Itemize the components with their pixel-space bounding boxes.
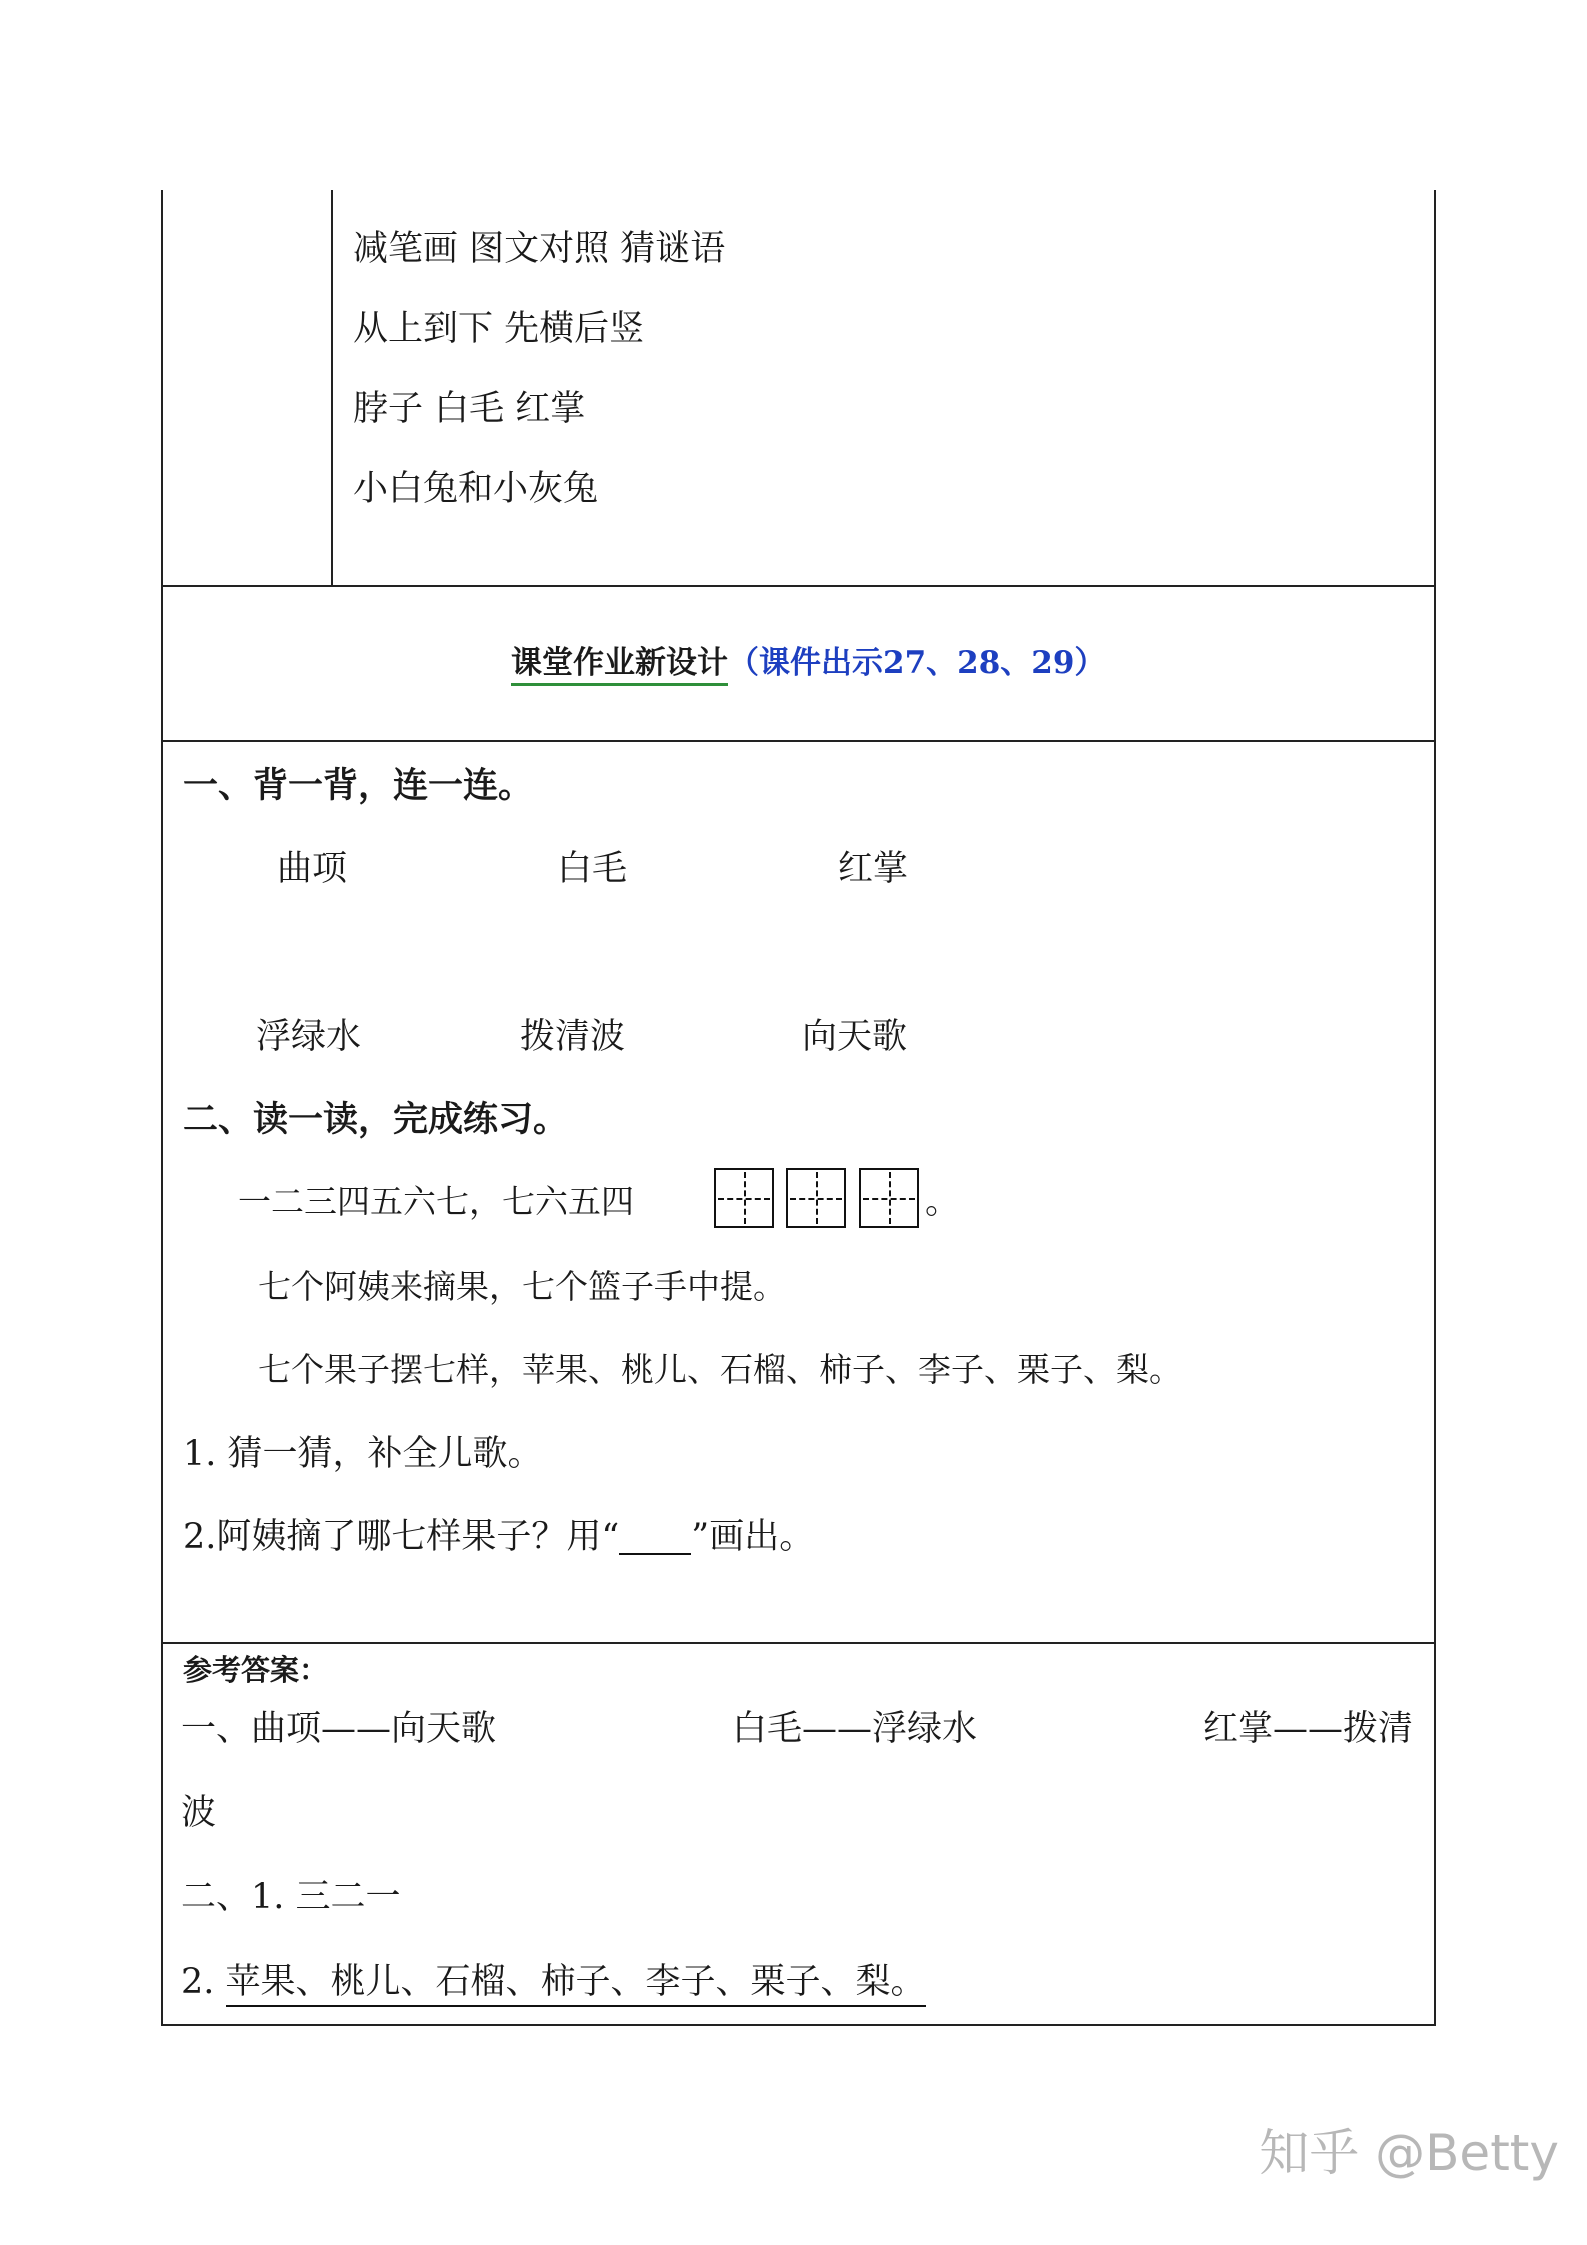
inner-column-divider — [331, 190, 333, 586]
top-line-2: 从上到下 先横后竖 — [353, 309, 645, 349]
question-1: 1. 猜一猜，补全儿歌。 — [183, 1434, 543, 1474]
answer-blank-line[interactable] — [619, 1523, 691, 1555]
answers-heading: 参考答案： — [183, 1653, 329, 1687]
poem-line-3: 七个果子摆七样，苹果、桃儿、石榴、柿子、李子、栗子、梨。 — [258, 1350, 1182, 1389]
exercise1-bottom-word: 向天歌 — [802, 1017, 908, 1057]
row-divider-2 — [161, 740, 1436, 742]
section-title — [511, 645, 1106, 681]
table-right-border — [1434, 190, 1436, 2026]
watermark: 知乎 @Betty — [1259, 2124, 1559, 2182]
answer-2-2-prefix: 2. — [181, 1962, 226, 2002]
blank-character-box-2[interactable] — [786, 1168, 846, 1228]
answer-2-2-underlined: 苹果、桃儿、石榴、柿子、李子、栗子、梨。 — [226, 1962, 926, 2007]
blank-character-box-3[interactable] — [859, 1168, 919, 1228]
poem-line-2: 七个阿姨来摘果，七个篮子手中提。 — [258, 1267, 786, 1306]
question-2-prefix: 2.阿姨摘了哪七样果子？用“ — [183, 1517, 620, 1557]
answer-1-part-1: 一、曲项——向天歌 — [181, 1709, 497, 1749]
exercise1-top-word: 曲项 — [277, 849, 348, 889]
row-divider-3 — [161, 1642, 1436, 1644]
question-2 — [183, 1517, 815, 1557]
top-line-1: 减笔画 图文对照 猜谜语 — [353, 229, 726, 269]
top-line-4: 小白兔和小灰兔 — [353, 469, 599, 509]
poem-line-1: 一二三四五六七，七六五四 — [238, 1182, 634, 1221]
blank-character-box-1[interactable] — [714, 1168, 774, 1228]
answer-1-part-2: 白毛——浮绿水 — [732, 1709, 978, 1749]
table-left-border — [161, 190, 163, 2026]
poem-line-1-period: 。 — [925, 1182, 961, 1222]
row-divider-1 — [161, 585, 1436, 587]
exercise1-bottom-word: 浮绿水 — [256, 1017, 362, 1057]
answer-2-1: 二、1. 三二一 — [181, 1877, 401, 1917]
exercise1-top-word: 红掌 — [838, 849, 909, 889]
exercise1-bottom-word: 拨清波 — [520, 1017, 626, 1057]
section-title-main: 课堂作业新设计 — [511, 645, 728, 686]
answer-1-part-3: 红掌——拨清 — [1203, 1709, 1414, 1749]
answer-1-wrap: 波 — [181, 1793, 217, 1833]
question-2-suffix: ”画出。 — [691, 1517, 815, 1557]
table-bottom-border — [161, 2024, 1436, 2026]
exercise1-top-word: 白毛 — [557, 849, 628, 889]
exercise2-heading: 二、读一读，完成练习。 — [183, 1099, 569, 1140]
answer-2-2 — [181, 1962, 926, 2002]
section-title-subtitle: （课件出示27、28、29） — [728, 645, 1106, 681]
top-line-3: 脖子 白毛 红掌 — [353, 389, 586, 429]
exercise1-heading: 一、背一背，连一连。 — [183, 765, 534, 806]
